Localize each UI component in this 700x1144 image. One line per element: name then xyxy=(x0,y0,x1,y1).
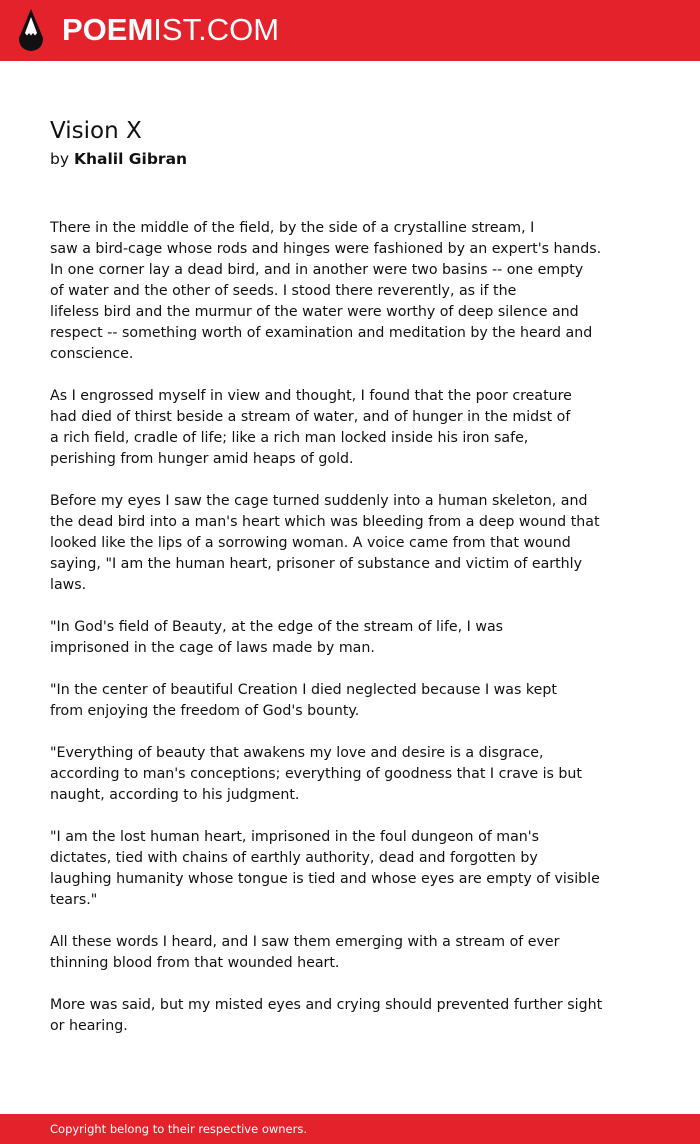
brand-bold-text: POEM xyxy=(62,12,154,47)
poem-line: dictates, tied with chains of earthly authority, dead and forgotten by xyxy=(50,850,538,866)
poem-stanza xyxy=(50,743,610,806)
poem-line: naught, according to his judgment. xyxy=(50,787,300,803)
site-footer xyxy=(0,1114,700,1144)
poem-line: There in the middle of the field, by the side of a crystalline stream, I xyxy=(50,220,535,236)
poem-line: of water and the other of seeds. I stood there reverently, as if the xyxy=(50,283,517,299)
brand-light-text: IST.COM xyxy=(153,12,280,47)
poem-author: Khalil Gibran xyxy=(73,150,188,168)
poem-stanza xyxy=(50,491,610,596)
site-header xyxy=(0,0,700,61)
poem-stanza xyxy=(50,218,610,365)
site-brand-name xyxy=(62,8,279,52)
poem-line: had died of thirst beside a stream of water, and of hunger in the midst of xyxy=(50,409,571,425)
poem-byline xyxy=(50,148,187,170)
poem-line: laughing humanity whose tongue is tied and whose eyes are empty of visible xyxy=(50,871,600,887)
site-logo-link[interactable] xyxy=(18,8,279,52)
poem-line: Before my eyes I saw the cage turned suddenly into a human skeleton, and xyxy=(50,493,588,509)
poem-line: from enjoying the freedom of God's bounty. xyxy=(50,703,360,719)
poem-stanza xyxy=(50,932,610,974)
poem-line: tears." xyxy=(50,892,98,908)
poem-line: according to man's conceptions; everything of goodness that I crave is but xyxy=(50,766,582,782)
poem-line: thinning blood from that wounded heart. xyxy=(50,955,340,971)
poem-line: All these words I heard, and I saw them emerging with a stream of ever xyxy=(50,934,560,950)
poem-line: As I engrossed myself in view and thought, I found that the poor creature xyxy=(50,388,572,404)
poem-line: "Everything of beauty that awakens my love and desire is a disgrace, xyxy=(50,745,544,761)
poem-stanza xyxy=(50,386,610,470)
poem-line: "In the center of beautiful Creation I died neglected because I was kept xyxy=(50,682,557,698)
poem-line: laws. xyxy=(50,577,87,593)
poem-line: "I am the lost human heart, imprisoned in the foul dungeon of man's xyxy=(50,829,540,845)
poem-line: imprisoned in the cage of laws made by man. xyxy=(50,640,375,656)
poem-line: lifeless bird and the murmur of the water were worthy of deep silence and xyxy=(50,304,579,320)
poem-line: or hearing. xyxy=(50,1018,128,1034)
copyright-notice: Copyright belong to their respective owners. xyxy=(50,1122,308,1136)
poem-line: conscience. xyxy=(50,346,134,362)
poem-line: saw a bird-cage whose rods and hinges were fashioned by an expert's hands. xyxy=(50,241,602,257)
poem-line: a rich field, cradle of life; like a rich man locked inside his iron safe, xyxy=(50,430,529,446)
poem-line: More was said, but my misted eyes and crying should prevented further sight xyxy=(50,997,603,1013)
poem-line: perishing from hunger amid heaps of gold. xyxy=(50,451,354,467)
poem-line: In one corner lay a dead bird, and in another were two basins -- one empty xyxy=(50,262,584,278)
poem-line: saying, "I am the human heart, prisoner of substance and victim of earthly xyxy=(50,556,582,572)
poem-body xyxy=(50,218,610,1058)
poem-stanza xyxy=(50,680,610,722)
poem-line: "In God's field of Beauty, at the edge of the stream of life, I was xyxy=(50,619,504,635)
poem-stanza xyxy=(50,617,610,659)
pencil-tip-icon xyxy=(18,8,44,52)
by-label: by xyxy=(50,150,70,168)
poem-stanza xyxy=(50,995,610,1037)
poem-title: Vision X xyxy=(50,118,142,144)
poem-line: looked like the lips of a sorrowing woman. A voice came from that wound xyxy=(50,535,571,551)
poem-line: the dead bird into a man's heart which was bleeding from a deep wound that xyxy=(50,514,600,530)
poem-line: respect -- something worth of examination and meditation by the heard and xyxy=(50,325,593,341)
poem-stanza xyxy=(50,827,610,911)
